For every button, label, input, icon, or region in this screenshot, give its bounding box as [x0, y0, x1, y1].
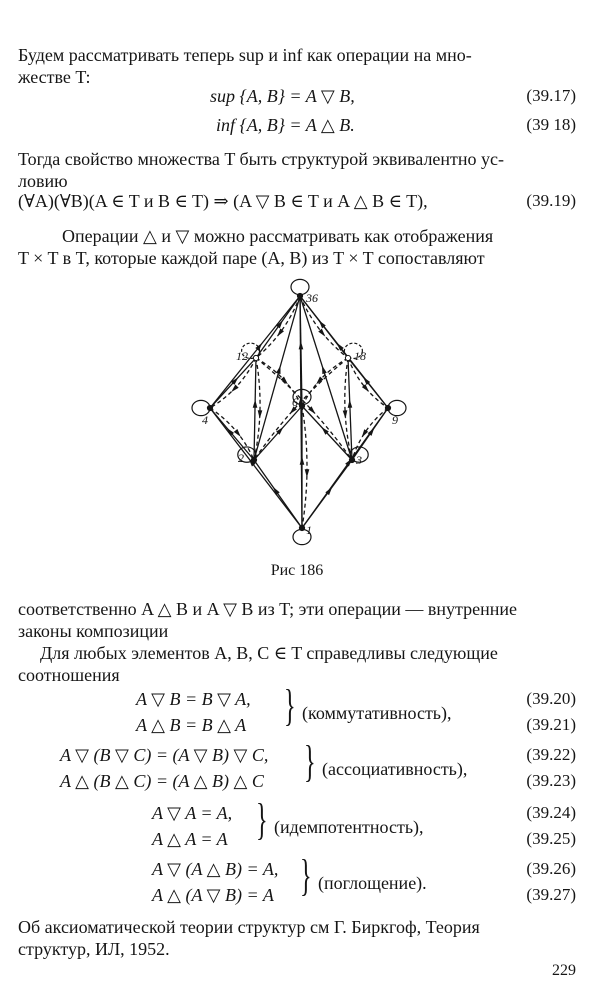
edge-arrowhead: [234, 429, 241, 437]
equation-39-25: A △ A = A: [152, 829, 228, 849]
equation-number-39-22: (39.22): [526, 745, 576, 764]
edge-arrowhead: [348, 399, 353, 407]
lattice-node-2: [251, 457, 256, 462]
para2-line-1: Тогда свойство множества T быть структурой эквивалентно ус-: [18, 149, 505, 169]
node-label-12: 12: [236, 349, 248, 363]
equation-number-39-26: (39.26): [526, 859, 576, 878]
para3-line-1: Операции △ и ▽ можно рассматривать как отображения: [62, 226, 494, 246]
brace: }: [256, 795, 268, 844]
solid-edge: [300, 296, 348, 358]
lattice-diagram: [170, 262, 430, 557]
equation-number-39-19: (39.19): [526, 191, 576, 210]
edge-arrowhead: [299, 341, 304, 349]
equation-39-19: (∀A)(∀B)(A ∈ T и B ∈ T) ⇒ (A ▽ B ∈ T и A △ B ∈ T),: [18, 191, 428, 211]
node-label-18: 18: [354, 349, 366, 363]
footer-line-2: структур, ИЛ, 1952.: [18, 939, 170, 959]
equation-sup: sup {A, B} = A ▽ B,: [210, 86, 355, 106]
intro-line-2: жестве T:: [18, 67, 91, 87]
lattice-node-9: [385, 405, 390, 410]
equation-number-39-27: (39.27): [526, 885, 576, 904]
lattice-node-4: [207, 405, 212, 410]
solid-edge: [300, 296, 352, 460]
node-label-3: 3: [356, 453, 362, 467]
edge-arrowhead: [305, 469, 310, 477]
equation-39-22: A ▽ (B ▽ C) = (A ▽ B) ▽ C,: [60, 745, 269, 765]
dashed-edge: [302, 358, 348, 406]
node-label-6: 6: [292, 395, 298, 409]
solid-edge: [254, 296, 300, 460]
para5-line-2: соотношения: [18, 665, 120, 685]
footer-line-1: Об аксиоматической теории структур см Г. Биркгоф, Теория: [18, 917, 480, 937]
edge-arrowhead: [231, 384, 238, 392]
para3-line-2: T × T в T, которые каждой паре (A, B) из T × T сопоставляют: [18, 248, 485, 268]
equation-number-39-23: (39.23): [526, 771, 576, 790]
para2-line-2: ловию: [18, 171, 68, 191]
equation-39-23: A △ (B △ C) = (A △ B) △ C: [60, 771, 264, 791]
group-label: (коммутативность),: [302, 703, 452, 723]
node-label-1: 1: [306, 523, 312, 537]
node-label-9: 9: [392, 413, 398, 427]
equation-39-24: A ▽ A = A,: [152, 803, 233, 823]
group-label: (поглощение).: [318, 873, 427, 893]
lattice-node-12: [253, 355, 258, 360]
node-label-2: 2: [238, 451, 244, 465]
edge-arrowhead: [258, 410, 263, 418]
equation-number-39-25: (39.25): [526, 829, 576, 848]
equation-39-20: A ▽ B = B ▽ A,: [136, 689, 251, 709]
edge-arrowhead: [253, 399, 258, 407]
group-label: (ассоциативность),: [322, 759, 468, 779]
lattice-node-18: [345, 355, 350, 360]
brace: }: [304, 737, 316, 786]
solid-edge: [254, 358, 256, 460]
para4-line-1: соответственно A △ B и A ▽ B из T; эти операции — внутренние: [18, 599, 518, 619]
lattice-node-6: [299, 403, 304, 408]
equation-number-39-18: (39 18): [526, 115, 576, 134]
node-label-36: 36: [306, 291, 318, 305]
edge-arrowhead: [276, 365, 280, 374]
equation-39-21: A △ B = B △ A: [136, 715, 247, 735]
group-label: (идемпотентность),: [274, 817, 424, 837]
solid-edge: [210, 408, 302, 528]
equation-inf: inf {A, B} = A △ B.: [216, 115, 355, 135]
para4-line-2: законы композиции: [18, 621, 169, 641]
page-number: 229: [552, 962, 576, 979]
equation-39-26: A ▽ (A △ B) = A,: [152, 859, 279, 879]
equation-number-39-21: (39.21): [526, 715, 576, 734]
brace: }: [300, 851, 312, 900]
dashed-edge: [302, 406, 307, 528]
node-label-4: 4: [202, 413, 208, 427]
lattice-node-3: [349, 457, 354, 462]
figure-caption: Рис 186: [270, 562, 324, 579]
para5-line-1: Для любых элементов A, B, C ∈ T справедливы следующие: [40, 643, 498, 663]
equation-number-39-24: (39.24): [526, 803, 576, 822]
equation-39-27: A △ (A ▽ B) = A: [152, 885, 274, 905]
brace: }: [284, 681, 296, 730]
intro-line-1: Будем рассматривать теперь sup и inf как операции на мно-: [18, 45, 472, 65]
edge-arrowhead: [322, 366, 327, 375]
lattice-node-36: [297, 293, 302, 298]
equation-number-39-17: (39.17): [526, 86, 576, 105]
lattice-node-1: [299, 525, 304, 530]
equation-number-39-20: (39.20): [526, 689, 576, 708]
